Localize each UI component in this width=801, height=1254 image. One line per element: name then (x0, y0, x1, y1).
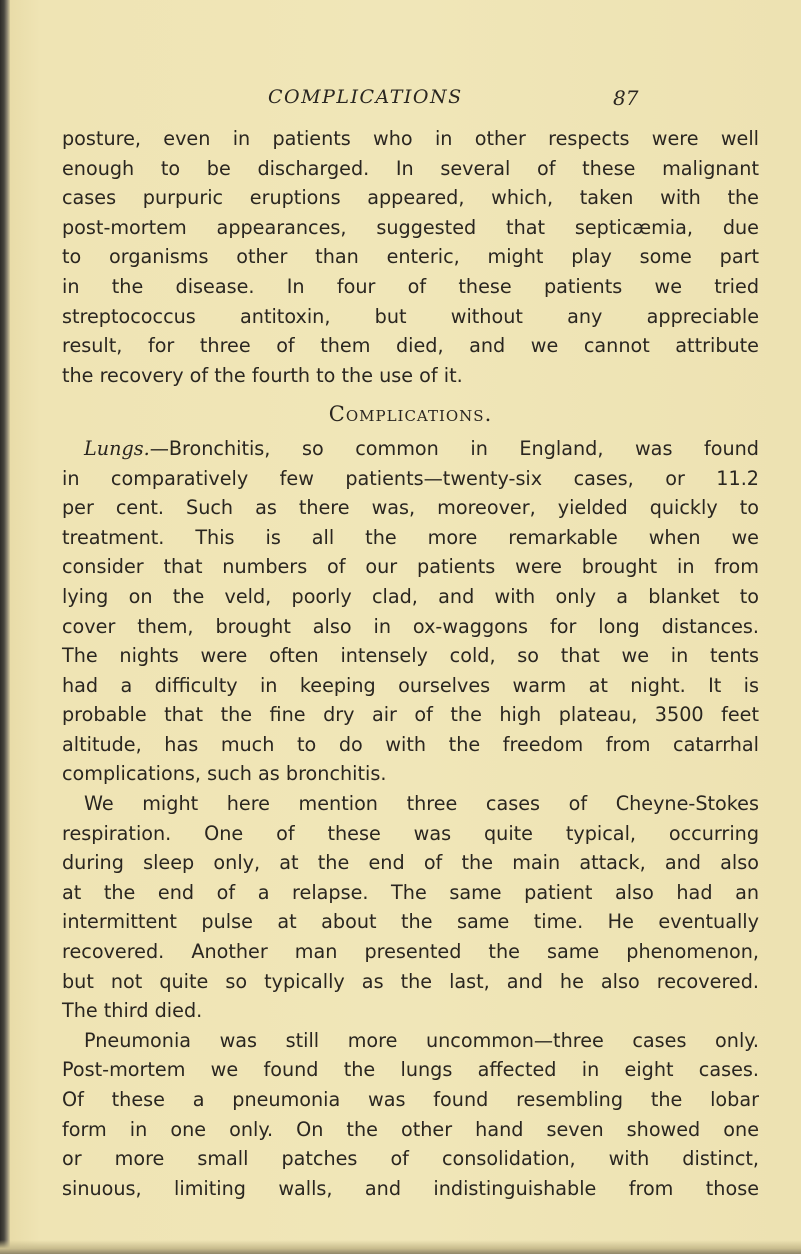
text-line: Of these a pneumonia was found resembling the lobar (62, 1088, 759, 1111)
text-line: We might here mention three cases of Cheyne-Stokes (84, 792, 759, 816)
text-line: consider that numbers of our patients were brought in from (62, 555, 759, 579)
text-line: intermittent pulse at about the same time. He eventually (62, 910, 759, 934)
book-spine-edge (0, 0, 10, 1254)
text-line: the recovery of the fourth to the use of it. (62, 363, 463, 387)
section-heading: Complications. (328, 402, 493, 427)
text-line: or more small patches of consolidation, with distinct, (62, 1147, 759, 1171)
text-line: treatment. This is all the more remarkable when we (62, 525, 759, 549)
text-line: per cent. Such as there was, moreover, yielded quickly to (62, 496, 759, 520)
text-line: in the disease. In four of these patients we tried (62, 274, 759, 298)
text-line: result, for three of them died, and we cannot attribute (62, 334, 759, 358)
text-line: to organisms other than enteric, might play some part (62, 245, 759, 269)
text-line: Post-mortem we found the lungs affected in eight cases. (62, 1058, 759, 1082)
text-line: had a difficulty in keeping ourselves warm at night. It is (62, 673, 759, 697)
running-head (268, 86, 668, 116)
text-line: posture, even in patients who in other respects were well (62, 127, 759, 150)
body-text (62, 124, 759, 1203)
text-line: altitude, has much to do with the freedom from catarrhal (62, 732, 759, 756)
page-number: 87 (613, 86, 639, 110)
text-line: at the end of a relapse. The same patient also had an (62, 880, 759, 904)
text-line: streptococcus antitoxin, but without any appreciable (62, 304, 759, 328)
text-line: form in one only. On the other hand seven showed one (62, 1117, 759, 1141)
text-line: but not quite so typically as the last, and he also recovered. (62, 969, 759, 993)
text-line: enough to be discharged. In several of these malignant (62, 156, 759, 180)
text-line: cases purpuric eruptions appeared, which, taken with the (62, 186, 759, 210)
subsection-label: Lungs. (84, 436, 150, 460)
text-line: probable that the fine dry air of the high plateau, 3500 feet (62, 703, 759, 727)
text-line-rest: —Bronchitis, so common in England, was found (149, 436, 759, 460)
text-line: during sleep only, at the end of the main attack, and also (62, 851, 759, 875)
page-bottom-shadow (0, 1240, 801, 1254)
running-title: COMPLICATIONS (268, 86, 463, 108)
lungs-paragraph-first-line (62, 434, 759, 464)
text-line: sinuous, limiting walls, and indistinguishable from those (62, 1176, 759, 1200)
text-line: respiration. One of these was quite typical, occurring (62, 821, 759, 845)
text-line: recovered. Another man presented the same phenomenon, (62, 940, 759, 964)
text-line: lying on the veld, poorly clad, and with only a blanket to (62, 584, 759, 608)
text-line: The nights were often intensely cold, so that we in tents (62, 644, 759, 668)
text-line: complications, such as bronchitis. (62, 762, 387, 786)
text-line: cover them, brought also in ox-waggons for long distances. (62, 614, 759, 638)
text-line: The third died. (62, 999, 203, 1023)
text-line: in comparatively few patients—twenty-six cases, or 11.2 (62, 466, 759, 490)
text-line: post-mortem appearances, suggested that septicæmia, due (62, 215, 759, 239)
text-line: Pneumonia was still more uncommon—three cases only. (84, 1028, 759, 1052)
